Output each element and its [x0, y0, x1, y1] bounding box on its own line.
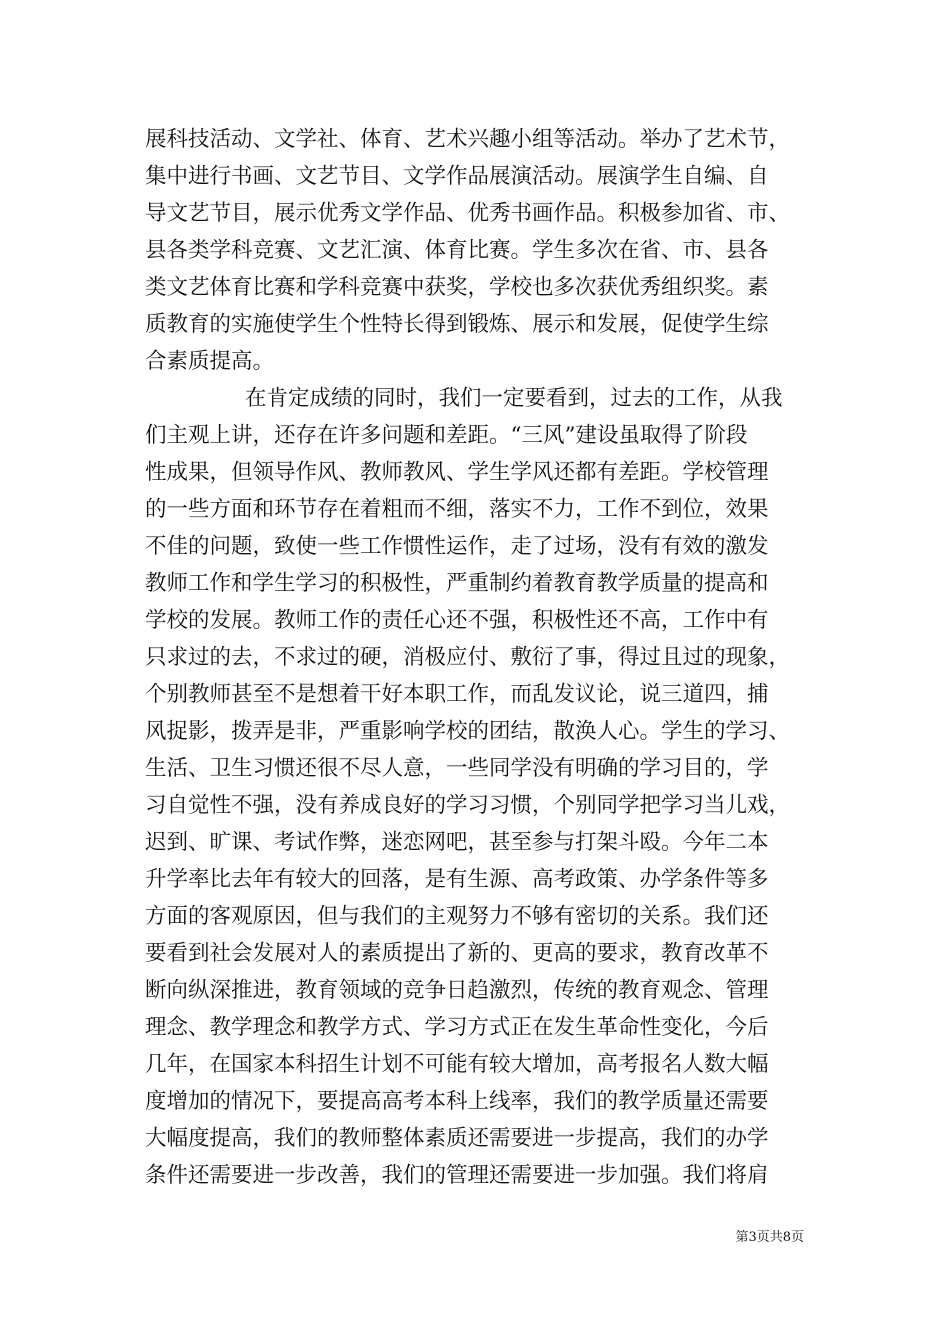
paragraph-2	[145, 380, 810, 1194]
text-line: 学校的发展。教师工作的责任心还不强，积极性还不高，工作中有	[145, 608, 769, 633]
text-line: 理念、教学理念和教学方式、学习方式正在发生革命性变化，今后	[145, 1015, 769, 1040]
page-number-footer: 第3页共8页	[735, 1230, 804, 1245]
text-line: 县各类学科竞赛、文艺汇演、体育比赛。学生多次在省、市、县各	[145, 238, 769, 263]
text-line: 风捉影，拨弄是非，严重影响学校的团结，散涣人心。学生的学习、	[145, 719, 791, 744]
text-line: 的一些方面和环节存在着粗而不细，落实不力，工作不到位，效果	[145, 497, 769, 522]
text-line: 几年，在国家本科招生计划不可能有较大增加，高考报名人数大幅	[145, 1052, 769, 1077]
text-line: 合素质提高。	[145, 349, 275, 374]
text-line: 性成果，但领导作风、教师教风、学生学风还都有差距。学校管理	[145, 460, 769, 485]
text-line: 习自觉性不强，没有养成良好的学习习惯，个别同学把学习当儿戏，	[145, 793, 791, 818]
text-line: 条件还需要进一步改善，我们的管理还需要进一步加强。我们将肩	[145, 1163, 769, 1188]
text-line: 们主观上讲，还存在许多问题和差距。“三风”建设虽取得了阶段	[145, 423, 748, 448]
text-line: 要看到社会发展对人的素质提出了新的、更高的要求，教育改革不	[145, 941, 769, 966]
text-line: 个别教师甚至不是想着干好本职工作，而乱发议论，说三道四，捕	[145, 682, 769, 707]
text-line: 断向纵深推进，教育领域的竞争日趋激烈，传统的教育观念、管理	[145, 978, 769, 1003]
text-line: 导文艺节目，展示优秀文学作品、优秀书画作品。积极参加省、市、	[145, 201, 791, 226]
text-line: 教师工作和学生学习的积极性，严重制约着教育教学质量的提高和	[145, 571, 769, 596]
text-line: 迟到、旷课、考试作弊，迷恋网吧，甚至参与打架斗殴。今年二本	[145, 830, 769, 855]
text-line-indented: 在肯定成绩的同时，我们一定要看到，过去的工作，从我	[245, 386, 783, 411]
text-line: 类文艺体育比赛和学科竞赛中获奖，学校也多次获优秀组织奖。素	[145, 275, 769, 300]
text-line: 展科技活动、文学社、体育、艺术兴趣小组等活动。举办了艺术节，	[145, 127, 791, 152]
text-line: 质教育的实施使学生个性特长得到锻炼、展示和发展，促使学生综	[145, 312, 769, 337]
text-line: 大幅度提高，我们的教师整体素质还需要进一步提高，我们的办学	[145, 1126, 769, 1151]
text-line: 度增加的情况下，要提高高考本科上线率，我们的教学质量还需要	[145, 1089, 769, 1114]
text-line: 升学率比去年有较大的回落，是有生源、高考政策、办学条件等多	[145, 867, 769, 892]
text-line: 只求过的去，不求过的硬，消极应付、敷衍了事，得过且过的现象，	[145, 645, 791, 670]
text-line: 不佳的问题，致使一些工作惯性运作，走了过场，没有有效的激发	[145, 534, 769, 559]
text-line: 集中进行书画、文艺节目、文学作品展演活动。展演学生自编、自	[145, 164, 769, 189]
paragraph-1	[145, 121, 810, 380]
text-line: 方面的客观原因，但与我们的主观努力不够有密切的关系。我们还	[145, 904, 769, 929]
text-line: 生活、卫生习惯还很不尽人意，一些同学没有明确的学习目的，学	[145, 756, 769, 781]
